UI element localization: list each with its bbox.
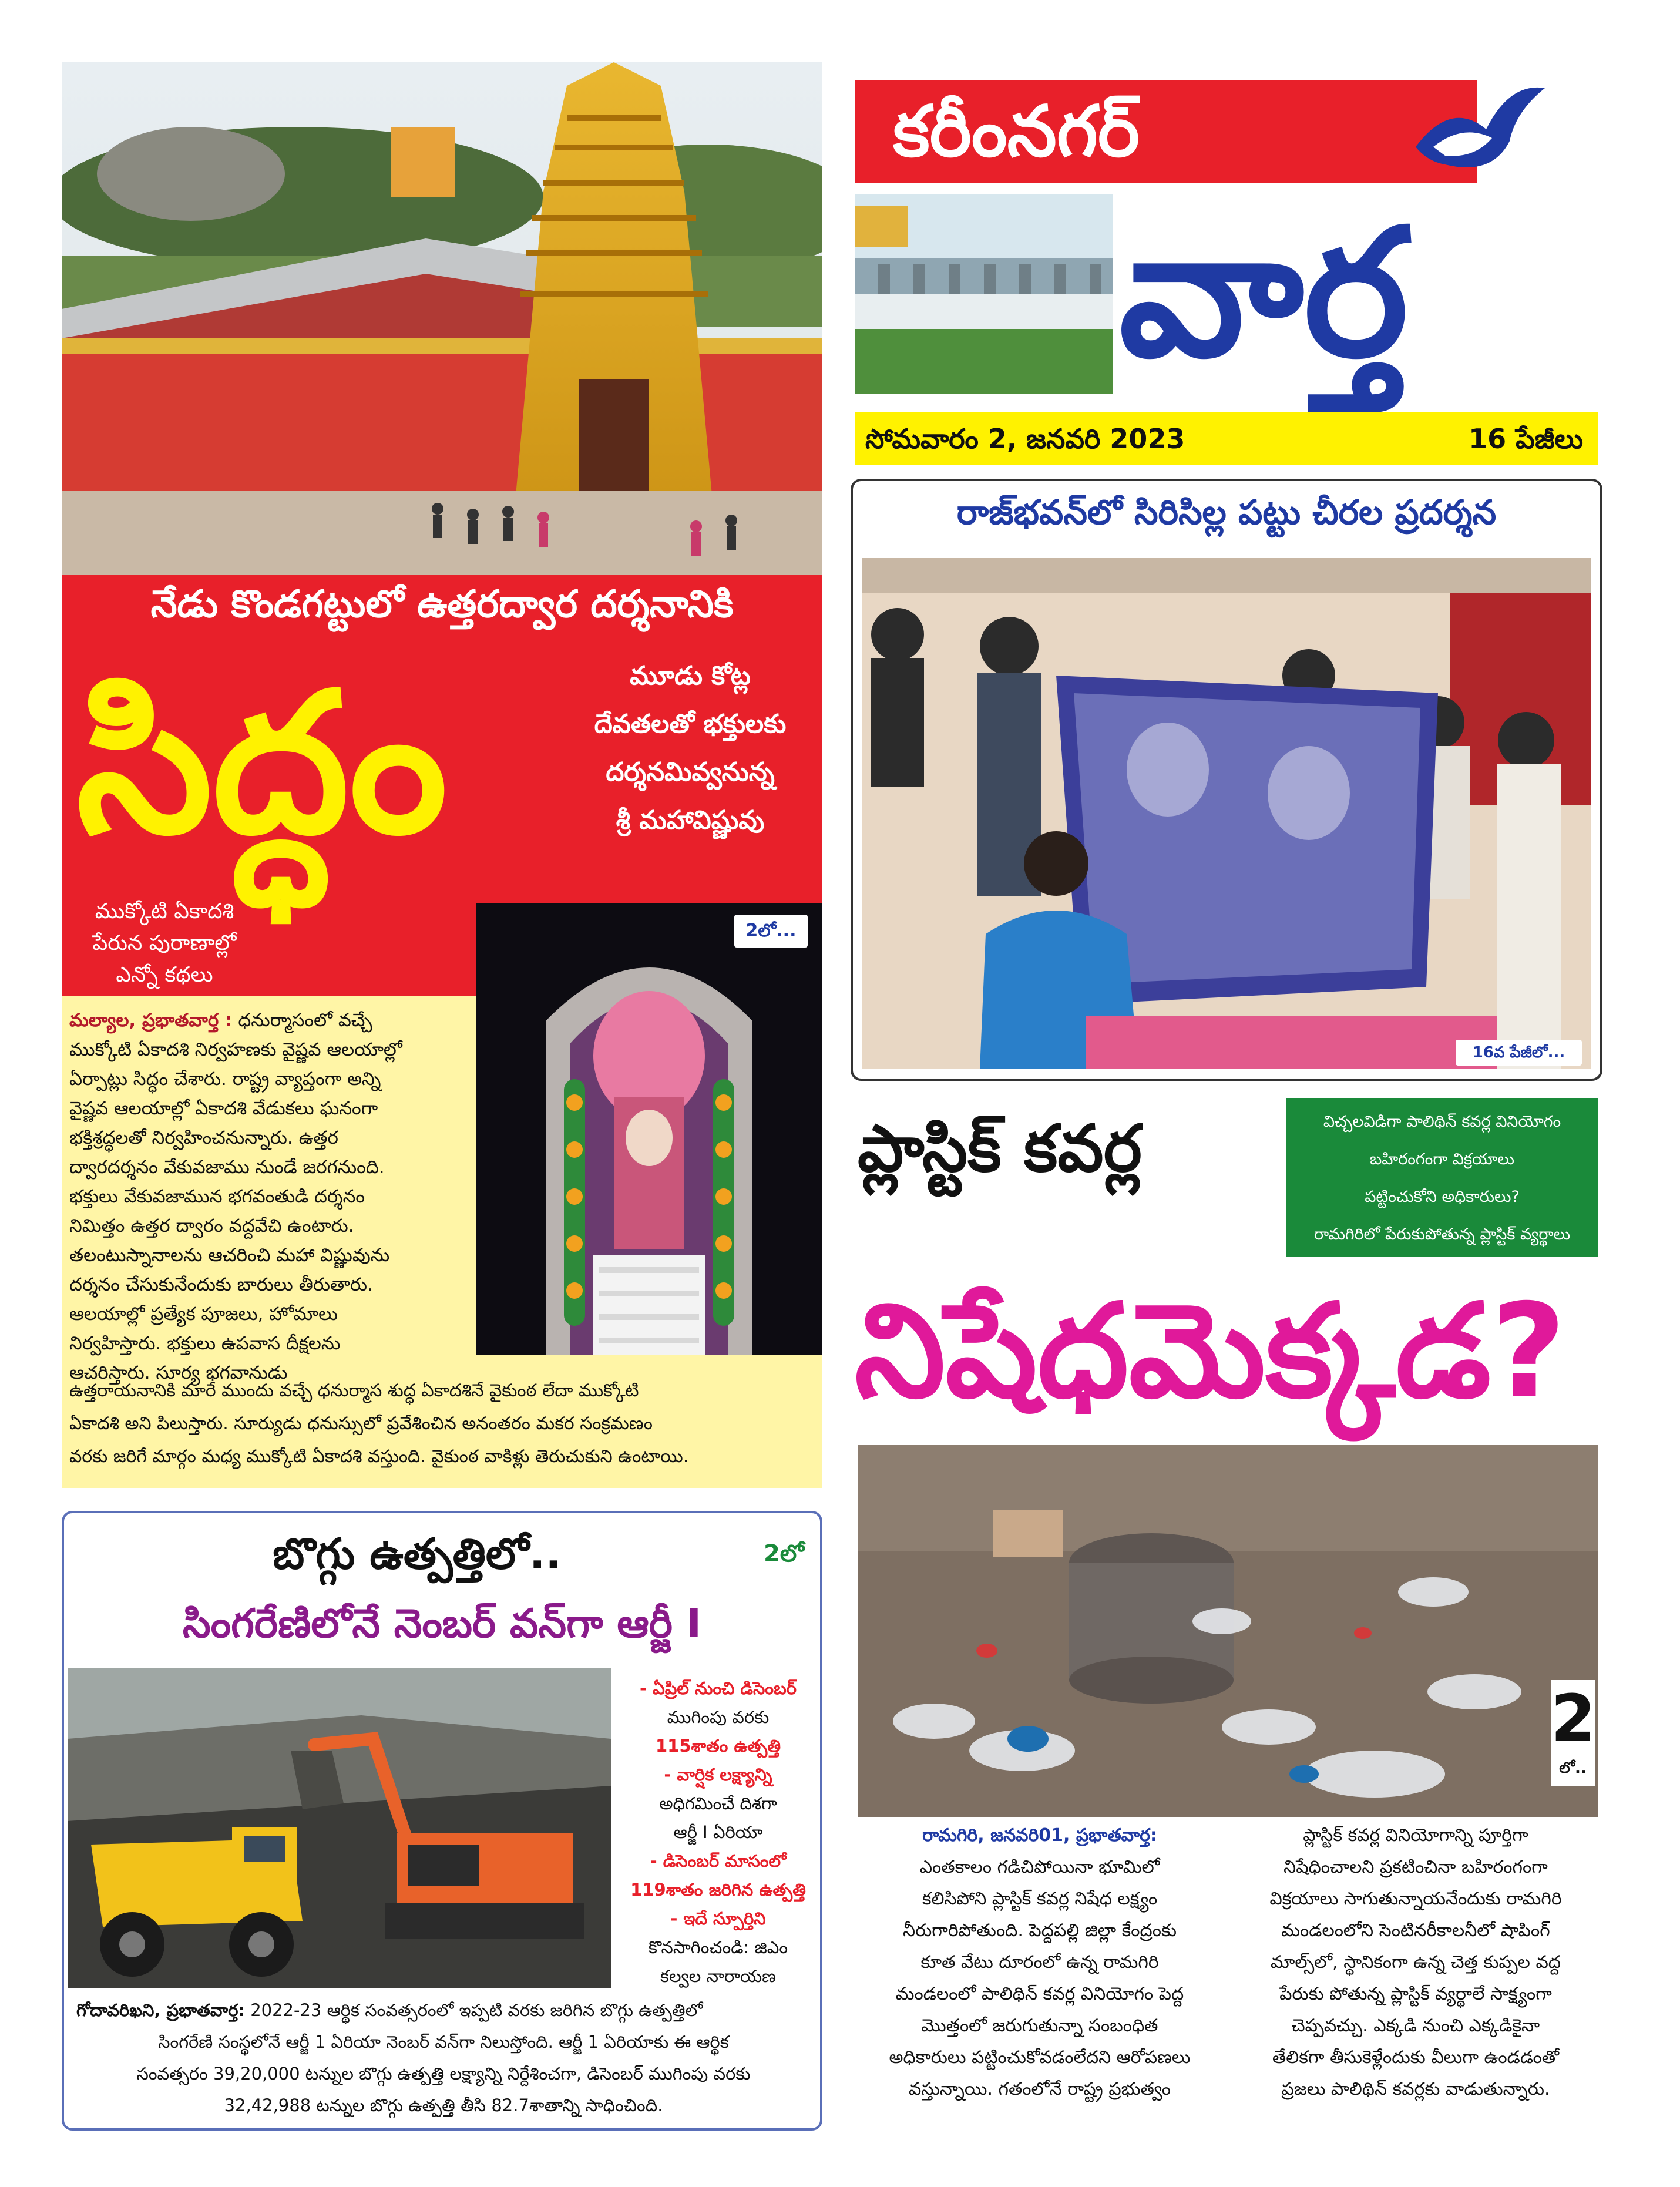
deity-photo	[476, 903, 822, 1355]
plastic-body-line: అధికారులు పట్టించుకోవడంలేదని ఆరోపణలు	[889, 2047, 1191, 2068]
plastic-body-line: ప్లాస్టిక్ కవర్ల వినియోగాన్ని పూర్తిగా	[1303, 1825, 1528, 1846]
temple-side-copy	[564, 652, 817, 845]
plastic-jump-badge	[1551, 1680, 1595, 1786]
plastic-green-line: బహిరంగంగా విక్రయాలు	[1370, 1150, 1514, 1168]
plastic-green-box	[1286, 1098, 1598, 1257]
dove-icon	[1410, 76, 1551, 188]
temple-body-line: ఆచరిస్తారు. సూర్య భగవానుడు	[69, 1362, 288, 1383]
temple-body-wide	[69, 1375, 818, 1473]
plastic-body-line: మండలంలో పాలిథిన్ కవర్ల వినియోగం పెద్ద	[895, 1984, 1184, 2004]
temple-body-line: ఉత్తరాయనానికి మారే ముందు వచ్చే ధనుర్మాస శుద్ధ ఏకాదశినే వైకుంఠ లేదా ముక్కోటి	[69, 1380, 639, 1401]
temple-body-line: వరకు జరిగే మార్గం మధ్య ముక్కోటి ఏకాదశి వస్తుంది. వైకుంఠ వాకిళ్లు తెరుచుకుని ఉంటాయి.	[69, 1446, 689, 1467]
temple-body-line: నిర్వహిస్తారు. భక్తులు ఉపవాస దీక్షలను	[69, 1333, 341, 1354]
temple-body-first-line	[69, 1006, 475, 1035]
deity-photo-art	[476, 903, 822, 1355]
plastic-kicker: ప్లాస్టిక్ కవర్ల	[858, 1111, 1142, 1186]
plastic-body-line: మొత్తంలో జరుగుతున్నా సంబంధిత	[921, 2015, 1158, 2036]
temple-body-line: తలంటుస్నానాలను ఆచరించి మహా విష్ణువును	[69, 1245, 390, 1266]
plastic-body-line: మాల్స్‌లో, స్థానికంగా ఉన్న చెత్త కుప్పల వద్ద	[1271, 1952, 1561, 1973]
temple-body-line: ఏర్పాట్లు సిద్ధం చేశారు. రాష్ట్ర వ్యాప్తంగా అన్ని	[69, 1069, 381, 1090]
rajbhavan-photo	[862, 558, 1591, 1069]
coal-jump: 2లో	[764, 1540, 804, 1567]
coal-kicker: బొగ్గు ఉత్పత్తిలో..	[273, 1529, 562, 1578]
coal-point-line: కల్వల నారాయణ	[660, 1966, 777, 1986]
coal-point-line: ముగింపు వరకు	[667, 1707, 770, 1727]
plastic-headline: నిషేధమెక్కడ?	[855, 1276, 1566, 1426]
plastic-col1	[858, 1820, 1222, 2105]
plastic-body-line: చెప్పవచ్చు. ఎక్కడి నుంచి ఎక్కడికైనా	[1291, 2015, 1540, 2036]
temple-side-line: దేవతలతో భక్తులకు	[594, 709, 787, 739]
plastic-body-line: ప్రజలు పాలిథిన్ కవర్లకు వాడుతున్నారు.	[1281, 2079, 1550, 2099]
masthead-date-bar	[855, 412, 1598, 465]
masthead-date: సోమవారం 2, జనవరి 2023	[865, 423, 1185, 455]
temple-body-line: ద్వారదర్శనం వేకువజాము నుండే జరగనుంది.	[69, 1157, 385, 1178]
plastic-green-line: రామగిరిలో పేరుకుపోతున్న ప్లాస్టిక్ వ్యర్థాలు	[1313, 1225, 1571, 1244]
plastic-body-line: ఎంతకాలం గడిచిపోయినా భూమిలో	[919, 1857, 1160, 1877]
temple-sub-line: ముక్కోటి ఏకాదశి	[95, 899, 234, 923]
rajbhavan-headline: రాజ్‌భవన్‌లో సిరిసిల్ల పట్టు చీరల ప్రదర్శన	[956, 492, 1497, 532]
coal-point-line: 119శాతం జరిగిన ఉత్పత్తి	[630, 1880, 806, 1900]
temple-sub-copy	[68, 896, 261, 991]
plastic-body-line: నిషేధించాలని ప్రకటించినా బహిరంగంగా	[1283, 1857, 1548, 1877]
coal-body	[70, 1994, 817, 2121]
coal-point-line: - డిసెంబర్ మాసంలో	[650, 1851, 787, 1871]
coal-point-line: - ఏప్రిల్ నుంచి డిసెంబర్	[640, 1678, 797, 1698]
temple-photo	[62, 62, 822, 575]
temple-sub-line: పేరున పురాణాల్లో	[92, 931, 237, 955]
masthead-dam-photo	[855, 194, 1113, 394]
temple-kicker: నేడు కొండగట్టులో ఉత్తరద్వార దర్శనానికి	[150, 583, 734, 626]
temple-body-line: ముక్కోటి ఏకాదశి నిర్వహణకు వైష్ణవ ఆలయాల్లో	[69, 1039, 402, 1060]
plastic-body-line: విక్రయాలు సాగుతున్నాయనేందుకు రామగిరి	[1269, 1889, 1562, 1909]
temple-side-line: శ్రీ మహావిష్ణువు	[616, 805, 765, 835]
coal-body-line: సంవత్సరం 39,20,000 టన్నుల బొగ్గు ఉత్పత్తి లక్ష్యాన్ని నిర్దేశించగా, డిసెంబర్ ముగింపు వరకు	[136, 2064, 751, 2084]
plastic-waste-photo	[858, 1445, 1598, 1817]
plastic-green-line: పట్టించుకోని అధికారులు?	[1365, 1188, 1520, 1206]
temple-body-line: ఆలయాల్లో ప్రత్యేక పూజలు, హోమాలు	[69, 1304, 338, 1325]
temple-side-line: దర్శనమివ్వనున్న	[606, 757, 775, 787]
deity-jump-badge	[734, 915, 808, 948]
temple-body-line: వైష్ణవ ఆలయాల్లో ఏకాదశి వేడుకలు ఘనంగా	[69, 1098, 378, 1119]
coal-point-line: కొనసాగించండి: జిఎం	[648, 1937, 788, 1957]
plastic-jump-text: లో..	[1559, 1759, 1587, 1777]
coal-point-line: - ఇదే స్పూర్తిని	[670, 1909, 766, 1929]
coal-point-line: 115శాతం ఉత్పత్తి	[655, 1736, 781, 1756]
temple-body-line: దర్శనం చేసుకునేందుకు బారులు తీరుతారు.	[69, 1274, 373, 1295]
plastic-body-line: తేలికగా తీసుకెళ్లేందుకు వీలుగా ఉండడంతో	[1272, 2047, 1560, 2068]
temple-sub-line: ఎన్నో కథలు	[116, 963, 213, 987]
coal-body-line: 32,42,988 టన్నుల బొగ్గు ఉత్పత్తి తీసి 82.7శాతాన్ని సాధించింది.	[224, 2095, 663, 2115]
rajbhavan-jump-badge	[1456, 1040, 1582, 1066]
coal-points	[617, 1674, 819, 1991]
plastic-body-line: కలిసిపోని ప్లాస్టిక్ కవర్ల నిషేధ లక్ష్యం	[922, 1889, 1158, 1909]
plastic-body-line: మండలంలోని సెంటినరీకాలనీలో షాపింగ్	[1281, 1920, 1550, 1941]
coal-headline: సింగరేణిలోనే నెంబర్ వన్‌గా ఆర్జీ I	[183, 1601, 701, 1647]
plastic-col2	[1234, 1820, 1598, 2105]
temple-body	[69, 1006, 475, 1388]
plastic-body-line: పేరుకు పోతున్న ప్లాస్టిక్ వ్యర్థాలే సాక్ష్యంగా	[1279, 1984, 1552, 2004]
plastic-body-line: వస్తున్నాయి. గతంలోనే రాష్ట్ర ప్రభుత్వం	[908, 2079, 1171, 2099]
coal-point-line: అధిగమించే దిశగా	[659, 1793, 777, 1813]
temple-body-line: భక్తిశ్రద్ధలతో నిర్వహించనున్నారు. ఉత్తర	[69, 1127, 338, 1148]
plastic-body-line: నీరుగారిపోతుంది. పెద్దపల్లి జిల్లా కేంద్రంకు	[903, 1920, 1177, 1941]
temple-body-line: నిమిత్తం ఉత్తర ద్వారం వద్దవేచి ఉంటారు.	[69, 1215, 354, 1237]
coal-body-first-line	[70, 1994, 817, 2026]
masthead-title-top: కరీంనగర్	[893, 91, 1140, 173]
masthead-title-main: వార్త	[1119, 191, 1409, 396]
coal-point-line: ఆర్జీ I ఏరియా	[673, 1822, 763, 1842]
temple-body-line: ధనుర్మాసంలో వచ్చే	[238, 1010, 372, 1031]
coal-mine-photo	[68, 1668, 611, 1988]
temple-headline: సిద్ధం	[76, 651, 448, 876]
coal-point-line: - వార్షిక లక్ష్యాన్ని	[664, 1765, 772, 1785]
temple-byline: మల్యాల, ప్రభాతవార్త :	[69, 1010, 233, 1031]
plastic-body-line: కూత వేటు దూరంలో ఉన్న రామగిరి	[920, 1952, 1159, 1973]
plastic-jump-num: 2	[1551, 1681, 1596, 1756]
rajbhavan-jump-text: 16వ పేజీలో...	[1472, 1044, 1565, 1061]
temple-photo-art	[62, 62, 822, 575]
coal-byline: గోదావరిఖని, ప్రభాతవార్త:	[76, 2000, 245, 2020]
plastic-green-line: విచ్చలవిడిగా పాలిథిన్ కవర్ల వినియోగం	[1323, 1113, 1561, 1131]
coal-body-line: 2022-23 ఆర్థిక సంవత్సరంలో ఇప్పటి వరకు జరిగిన బొగ్గు ఉత్పత్తిలో	[250, 2000, 703, 2020]
temple-body-line: ఏకాదశి అని పిలుస్తారు. సూర్యుడు ధనుస్సులో ప్రవేశించిన అనంతరం మకర సంక్రమణం	[69, 1413, 653, 1434]
masthead-pages: 16 పేజీలు	[1469, 423, 1583, 455]
temple-body-line: భక్తులు వేకువజామున భగవంతుడి దర్శనం	[69, 1186, 365, 1207]
plastic-byline: రామగిరి, జనవరి01, ప్రభాతవార్త:	[922, 1825, 1157, 1846]
temple-side-line: మూడు కోట్ల	[630, 661, 751, 691]
coal-body-line: సింగరేణి సంస్థలోనే ఆర్జీ 1 ఏరియా నెంబర్ వన్‌గా నిలుస్తోంది. ఆర్జీ 1 ఏరియాకు ఈ ఆర్థిక	[158, 2032, 729, 2052]
deity-jump-text: 2లో...	[745, 921, 797, 941]
